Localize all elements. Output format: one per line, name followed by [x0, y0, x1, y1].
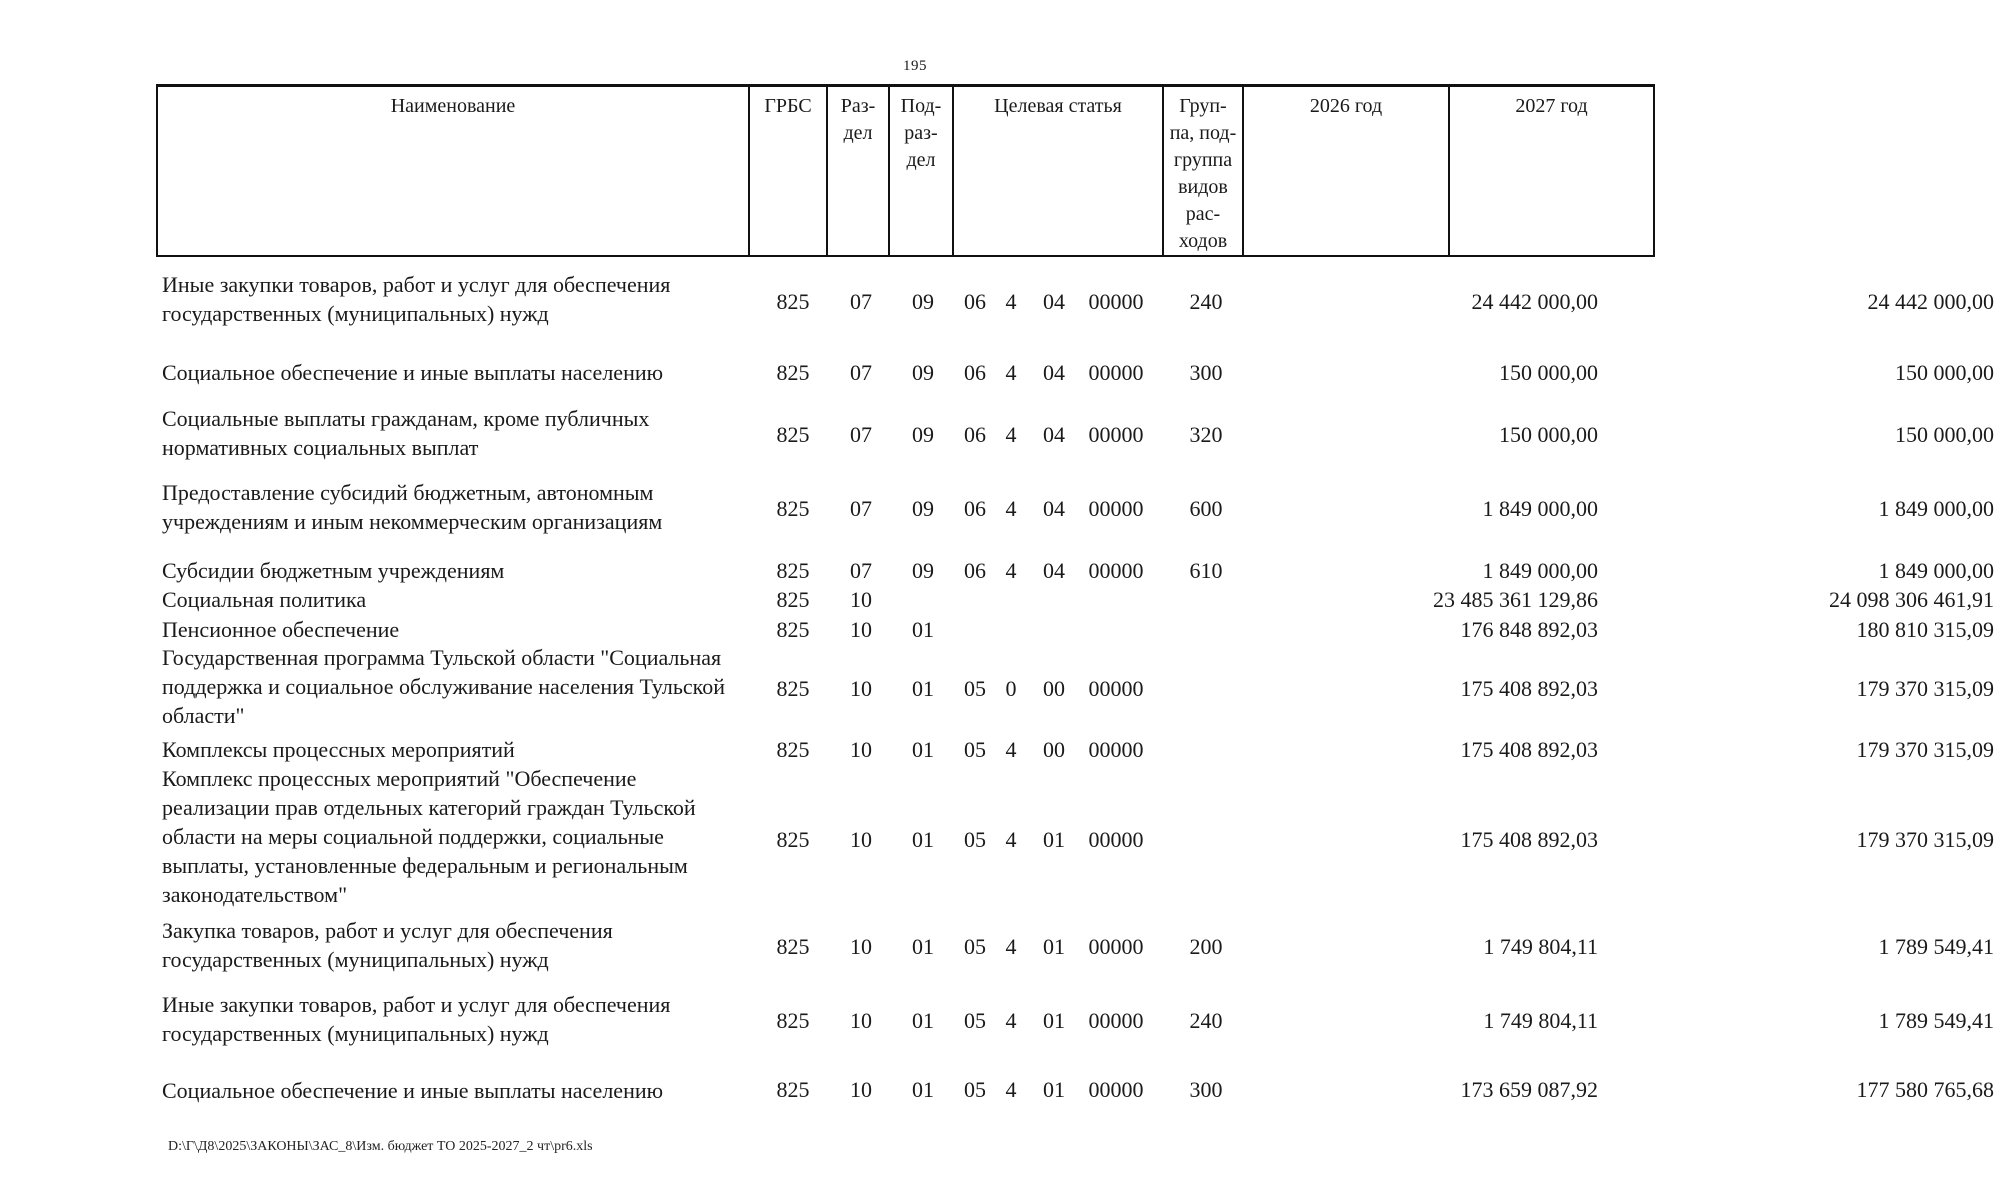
- target-type-cell: 4: [1005, 934, 1017, 959]
- expense-group-cell: 300: [1189, 1077, 1223, 1102]
- target-program-cell: 06: [964, 360, 986, 385]
- target-direction-cell: 00000: [1088, 827, 1144, 852]
- amount-2026-cell: 175 408 892,03: [1460, 737, 1598, 762]
- amount-2027-cell: 180 810 315,09: [1856, 617, 1994, 642]
- page-number: 195: [903, 58, 927, 74]
- target-type-cell: 4: [1005, 360, 1017, 385]
- razdel-cell: 10: [850, 587, 872, 612]
- razdel-cell: 10: [850, 827, 872, 852]
- podrazdel-cell: 09: [912, 422, 934, 447]
- target-program-cell: 06: [964, 422, 986, 447]
- target-direction-cell: 00000: [1088, 934, 1144, 959]
- amount-2026-cell: 24 442 000,00: [1471, 289, 1598, 314]
- target-complex-cell: 04: [1043, 360, 1065, 385]
- table-row: [156, 270, 1994, 334]
- expense-group-cell: 600: [1189, 496, 1223, 521]
- col-header-grbs: ГРБС: [749, 86, 827, 257]
- amount-2026-cell: 175 408 892,03: [1460, 827, 1598, 852]
- amount-2026-cell: 173 659 087,92: [1460, 1077, 1598, 1102]
- amount-2026-cell: 1 749 804,11: [1483, 934, 1598, 959]
- razdel-cell: 07: [850, 360, 872, 385]
- target-complex-cell: 01: [1043, 1008, 1065, 1033]
- grbs-cell: 825: [776, 496, 810, 521]
- amount-2026-cell: 23 485 361 129,86: [1433, 587, 1598, 612]
- amount-2027-cell: 177 580 765,68: [1856, 1077, 1994, 1102]
- grbs-cell: 825: [776, 289, 810, 314]
- target-program-cell: 05: [964, 827, 986, 852]
- target-direction-cell: 00000: [1088, 737, 1144, 762]
- target-program-cell: 05: [964, 676, 986, 701]
- amount-2027-cell: 24 098 306 461,91: [1829, 587, 1994, 612]
- expense-group-cell: 240: [1189, 1008, 1223, 1033]
- target-program-cell: 05: [964, 1077, 986, 1102]
- podrazdel-cell: 09: [912, 496, 934, 521]
- target-program-cell: 06: [964, 558, 986, 583]
- amount-2027-cell: 1 849 000,00: [1878, 558, 1994, 583]
- target-type-cell: [996, 615, 1026, 645]
- target-direction-cell: 00000: [1088, 422, 1144, 447]
- amount-2027-cell: 179 370 315,09: [1856, 827, 1994, 852]
- col-header-target: Целевая статья: [953, 86, 1163, 257]
- amount-2027-cell: 150 000,00: [1895, 422, 1994, 447]
- row-name: Субсидии бюджетным учреждениям: [162, 558, 505, 583]
- col-header-name: Наименование: [157, 86, 749, 257]
- podrazdel-cell: 09: [912, 289, 934, 314]
- row-name: Предоставление субсидий бюджетным, автономным учреждениям и иным некоммерческим организациям: [162, 480, 663, 534]
- target-type-cell: 4: [1005, 558, 1017, 583]
- target-direction-cell: 00000: [1088, 496, 1144, 521]
- table-row: [156, 615, 1994, 645]
- row-name: Иные закупки товаров, работ и услуг для обеспечения государственных (муниципальных) нужд: [162, 992, 671, 1046]
- grbs-cell: 825: [776, 1077, 810, 1102]
- col-header-2026: 2026 год: [1243, 86, 1449, 257]
- row-name: Социальные выплаты гражданам, кроме публичных нормативных социальных выплат: [162, 406, 650, 460]
- amount-2026-cell: 150 000,00: [1499, 422, 1598, 447]
- target-program-cell: [950, 615, 1000, 645]
- target-complex-cell: 04: [1043, 289, 1065, 314]
- amount-2026-cell: 1 749 804,11: [1483, 1008, 1598, 1033]
- razdel-cell: 10: [850, 617, 872, 642]
- table-row: [156, 1070, 1994, 1110]
- expense-group-cell: [1166, 643, 1246, 735]
- expense-group-cell: [1166, 585, 1246, 615]
- podrazdel-cell: 01: [912, 934, 934, 959]
- podrazdel-cell: 01: [912, 1008, 934, 1033]
- table-row: [156, 643, 1994, 735]
- razdel-cell: 10: [850, 676, 872, 701]
- grbs-cell: 825: [776, 617, 810, 642]
- row-name: Иные закупки товаров, работ и услуг для обеспечения государственных (муниципальных) нужд: [162, 272, 671, 326]
- podrazdel-cell: 01: [912, 676, 934, 701]
- target-type-cell: [996, 585, 1026, 615]
- row-name: Государственная программа Тульской области "Социальная поддержка и социальное обслуживание населения Тульской области": [162, 645, 726, 728]
- razdel-cell: 07: [850, 422, 872, 447]
- amount-2027-cell: 1 849 000,00: [1878, 496, 1994, 521]
- expense-group-cell: 610: [1189, 558, 1223, 583]
- target-type-cell: 4: [1005, 496, 1017, 521]
- target-program-cell: 05: [964, 934, 986, 959]
- expense-group-cell: 240: [1189, 289, 1223, 314]
- table-row: [156, 916, 1994, 978]
- target-direction-cell: 00000: [1088, 360, 1144, 385]
- row-name: Социальное обеспечение и иные выплаты населению: [162, 1078, 664, 1103]
- amount-2026-cell: 1 849 000,00: [1482, 496, 1598, 521]
- amount-2027-cell: 150 000,00: [1895, 360, 1994, 385]
- target-complex-cell: [1034, 615, 1074, 645]
- target-program-cell: [950, 585, 1000, 615]
- table-row: [156, 764, 1994, 916]
- razdel-cell: 10: [850, 1008, 872, 1033]
- podrazdel-cell: 01: [912, 737, 934, 762]
- razdel-cell: 10: [850, 737, 872, 762]
- target-direction-cell: 00000: [1088, 289, 1144, 314]
- target-complex-cell: 04: [1043, 422, 1065, 447]
- target-direction-cell: [1076, 585, 1156, 615]
- expense-group-cell: 200: [1189, 934, 1223, 959]
- expense-group-cell: [1166, 735, 1246, 765]
- expense-group-cell: [1166, 764, 1246, 916]
- target-complex-cell: 01: [1043, 1077, 1065, 1102]
- razdel-cell: 07: [850, 289, 872, 314]
- grbs-cell: 825: [776, 422, 810, 447]
- target-direction-cell: 00000: [1088, 1008, 1144, 1033]
- grbs-cell: 825: [776, 737, 810, 762]
- podrazdel-cell: 09: [912, 360, 934, 385]
- col-header-podrazdel: Под- раз- дел: [889, 86, 953, 257]
- amount-2026-cell: 150 000,00: [1499, 360, 1598, 385]
- target-type-cell: 4: [1005, 289, 1017, 314]
- podrazdel-cell: 01: [912, 617, 934, 642]
- amount-2026-cell: 1 849 000,00: [1482, 558, 1598, 583]
- grbs-cell: 825: [776, 1008, 810, 1033]
- col-header-razdel: Раз- дел: [827, 86, 889, 257]
- target-program-cell: 05: [964, 1008, 986, 1033]
- podrazdel-cell: 09: [912, 558, 934, 583]
- target-complex-cell: 01: [1043, 827, 1065, 852]
- target-complex-cell: 04: [1043, 496, 1065, 521]
- target-complex-cell: 00: [1043, 676, 1065, 701]
- amount-2027-cell: 24 442 000,00: [1867, 289, 1994, 314]
- table-row: [156, 404, 1994, 466]
- grbs-cell: 825: [776, 934, 810, 959]
- table-row: [156, 478, 1994, 540]
- expense-group-cell: [1166, 615, 1246, 645]
- target-type-cell: 4: [1005, 422, 1017, 447]
- row-name: Закупка товаров, работ и услуг для обеспечения государственных (муниципальных) нужд: [162, 918, 613, 972]
- grbs-cell: 825: [776, 676, 810, 701]
- table-header: [156, 84, 1655, 257]
- target-type-cell: 4: [1005, 737, 1017, 762]
- amount-2027-cell: 179 370 315,09: [1856, 676, 1994, 701]
- target-type-cell: 4: [1005, 827, 1017, 852]
- podrazdel-cell: 01: [912, 827, 934, 852]
- razdel-cell: 07: [850, 558, 872, 583]
- row-name: Комплекс процессных мероприятий "Обеспечение реализации прав отдельных категорий граждан Тульской области на меры социальной поддержки, социальные выплаты, установленные федеральным и региональным законодательством": [162, 766, 696, 907]
- amount-2026-cell: 176 848 892,03: [1460, 617, 1598, 642]
- amount-2027-cell: 179 370 315,09: [1856, 737, 1994, 762]
- target-type-cell: 4: [1005, 1008, 1017, 1033]
- target-program-cell: 06: [964, 289, 986, 314]
- target-program-cell: 06: [964, 496, 986, 521]
- amount-2026-cell: 175 408 892,03: [1460, 676, 1598, 701]
- table-row: [156, 556, 1994, 586]
- grbs-cell: 825: [776, 827, 810, 852]
- target-complex-cell: 00: [1043, 737, 1065, 762]
- target-complex-cell: 04: [1043, 558, 1065, 583]
- table-row: [156, 735, 1994, 765]
- razdel-cell: 10: [850, 934, 872, 959]
- razdel-cell: 07: [850, 496, 872, 521]
- target-complex-cell: [1034, 585, 1074, 615]
- grbs-cell: 825: [776, 360, 810, 385]
- grbs-cell: 825: [776, 558, 810, 583]
- target-direction-cell: [1076, 615, 1156, 645]
- target-type-cell: 0: [1005, 676, 1017, 701]
- table-row: [156, 585, 1994, 615]
- col-header-2027: 2027 год: [1449, 86, 1654, 257]
- table-row: [156, 990, 1994, 1052]
- podrazdel-cell: 01: [912, 1077, 934, 1102]
- target-program-cell: 05: [964, 737, 986, 762]
- file-path-footer: D:\Г\Д8\2025\ЗАКОНЫ\ЗАС_8\Изм. бюджет ТО 2025-2027_2 чт\pr6.xls: [168, 1139, 593, 1154]
- grbs-cell: 825: [776, 587, 810, 612]
- col-header-group: Груп- па, под- группа видов рас- ходов: [1163, 86, 1243, 257]
- podrazdel-cell: [898, 585, 948, 615]
- target-type-cell: 4: [1005, 1077, 1017, 1102]
- expense-group-cell: 320: [1189, 422, 1223, 447]
- expense-group-cell: 300: [1189, 360, 1223, 385]
- row-name: Социальная политика: [162, 587, 367, 612]
- row-name: Комплексы процессных мероприятий: [162, 737, 515, 762]
- amount-2027-cell: 1 789 549,41: [1878, 1008, 1994, 1033]
- target-direction-cell: 00000: [1088, 558, 1144, 583]
- table-row: [156, 355, 1994, 391]
- target-direction-cell: 00000: [1088, 1077, 1144, 1102]
- target-direction-cell: 00000: [1088, 676, 1144, 701]
- row-name: Пенсионное обеспечение: [162, 617, 400, 642]
- row-name: Социальное обеспечение и иные выплаты населению: [162, 360, 664, 385]
- razdel-cell: 10: [850, 1077, 872, 1102]
- amount-2027-cell: 1 789 549,41: [1878, 934, 1994, 959]
- target-complex-cell: 01: [1043, 934, 1065, 959]
